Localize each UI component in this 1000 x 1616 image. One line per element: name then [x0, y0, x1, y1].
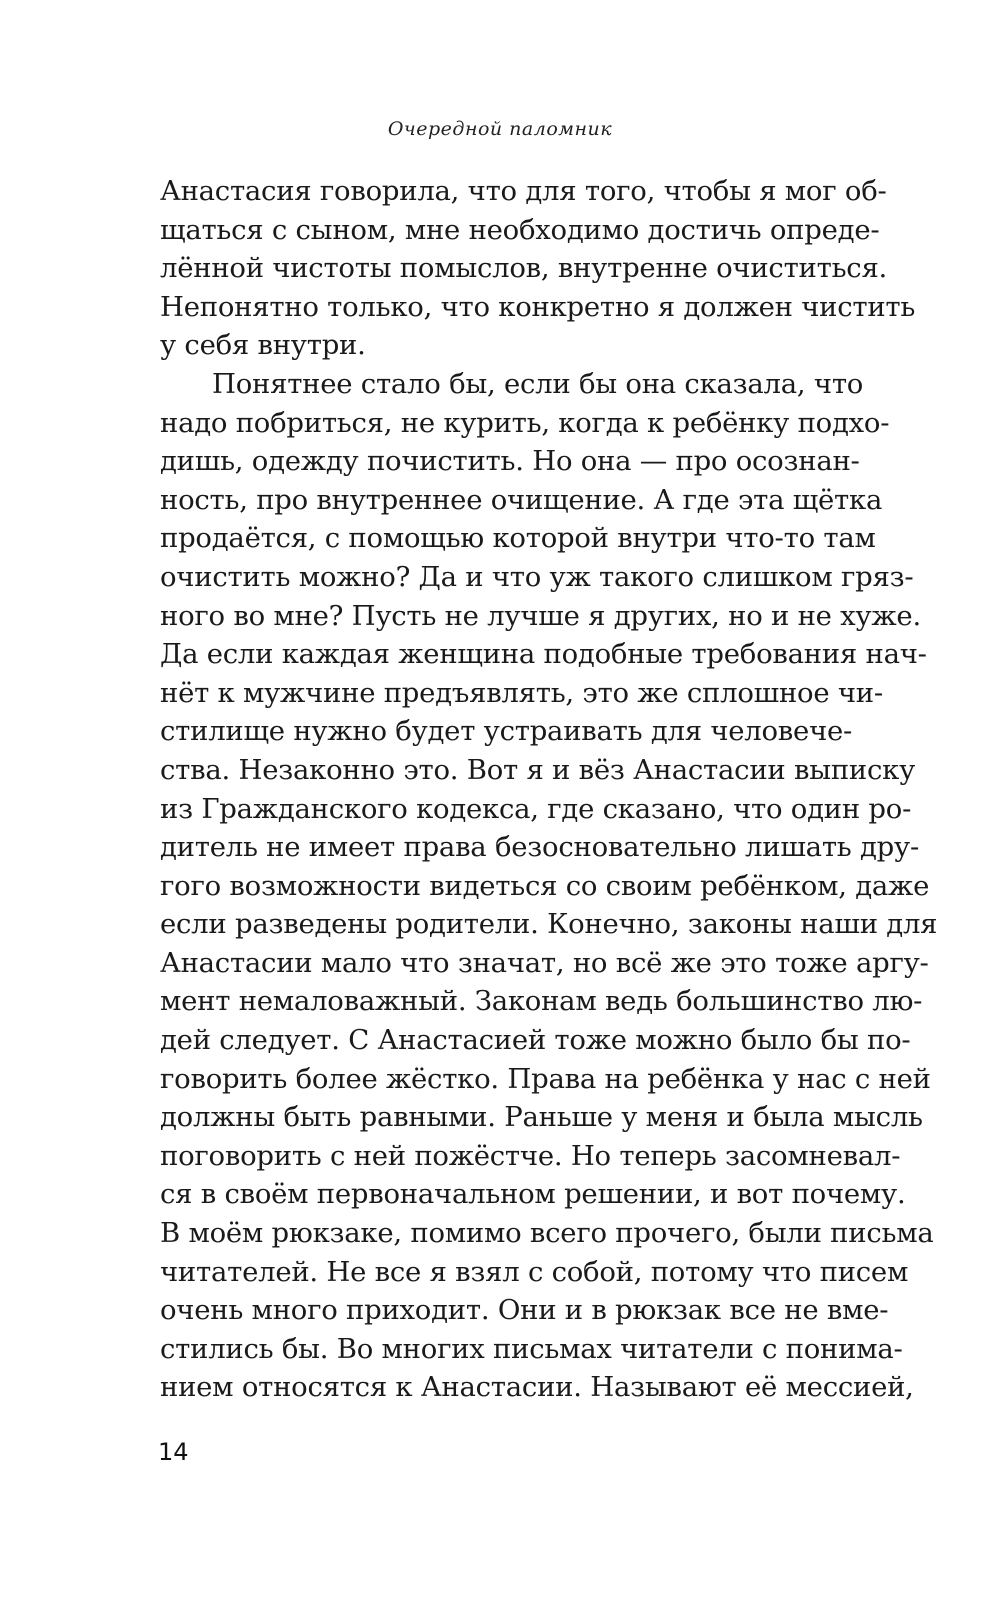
body-text	[160, 172, 938, 1407]
text-line: Да если каждая женщина подобные требования нач-	[160, 638, 927, 671]
text-line: дей следует. С Анастасией тоже можно было бы по-	[160, 1024, 911, 1057]
text-line: мент немаловажный. Законам ведь большинство лю-	[160, 985, 923, 1018]
text-line: из Гражданского кодекса, где сказано, что один ро-	[160, 792, 912, 825]
text-line: ность, про внутреннее очищение. А где эта щётка	[160, 483, 883, 516]
text-line: В моём рюкзаке, помимо всего прочего, были письма	[160, 1217, 934, 1250]
text-line: дитель не имеет права безосновательно лишать дру-	[160, 831, 919, 864]
running-header: Очередной паломник	[387, 118, 613, 140]
text-line: надо побриться, не курить, когда к ребёнку подхо-	[160, 406, 890, 439]
text-line: ства. Незаконно это. Вот я и вёз Анастасии выписку	[160, 753, 916, 786]
text-line: у себя внутри.	[160, 329, 366, 362]
text-line: стились бы. Во многих письмах читатели с понима-	[160, 1332, 903, 1365]
text-line: должны быть равными. Раньше у меня и была мысль	[160, 1101, 923, 1134]
text-line: нёт к мужчине предъявлять, это же сплошное чи-	[160, 676, 883, 709]
text-line: гого возможности видеться со своим ребёнком, даже	[160, 869, 930, 902]
text-line: если разведены родители. Конечно, законы наши для	[160, 908, 938, 941]
text-line: нием относятся к Анастасии. Называют её мессией,	[160, 1371, 914, 1404]
paragraph-1	[160, 172, 916, 365]
text-line: лённой чистоты помыслов, внутренне очиститься.	[160, 252, 888, 285]
text-line: очистить можно? Да и что уж такого слишком гряз-	[160, 560, 914, 593]
text-line: дишь, одежду почистить. Но она — про осознан-	[160, 445, 860, 478]
page-number: 14	[158, 1438, 189, 1466]
text-line: Понятнее стало бы, если бы она сказала, что	[212, 367, 864, 400]
text-line: ного во мне? Пусть не лучше я других, но и не хуже.	[160, 599, 921, 632]
text-line: говорить более жёстко. Права на ребёнка у нас с ней	[160, 1062, 931, 1095]
paragraph-2	[160, 365, 938, 1407]
text-line: Непонятно только, что конкретно я должен чистить	[160, 290, 916, 323]
text-line: стилище нужно будет устраивать для человече-	[160, 715, 853, 748]
text-line: поговорить с ней пожёстче. Но теперь засомневал-	[160, 1139, 901, 1172]
text-line: продаётся, с помощью которой внутри что-то там	[160, 522, 876, 555]
text-line: Анастасии мало что значат, но всё же это тоже аргу-	[160, 946, 929, 979]
text-line: ся в своём первоначальном решении, и вот почему.	[160, 1178, 906, 1211]
text-line: щаться с сыном, мне необходимо достичь опреде-	[160, 213, 880, 246]
text-line: очень много приходит. Они и в рюкзак все не вме-	[160, 1294, 889, 1327]
text-line: читателей. Не все я взял с собой, потому что писем	[160, 1255, 909, 1288]
text-line: Анастасия говорила, что для того, чтобы я мог об-	[160, 175, 887, 207]
